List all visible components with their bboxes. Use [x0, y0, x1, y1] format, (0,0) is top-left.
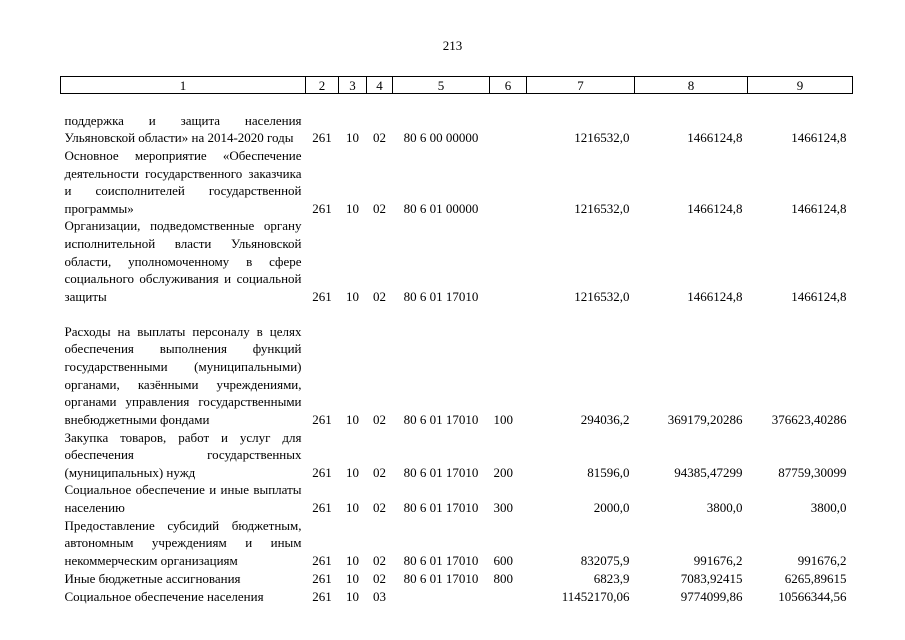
row-amount-col8: 1466124,8 — [687, 288, 743, 304]
row-amount-col7: 6823,9 — [593, 570, 630, 586]
row-name: Основное мероприятие «Обеспечение деятельности государственного заказчика и соисполнителей государственной программы» — [64, 148, 302, 216]
row-code-target: 80 6 01 17010 — [403, 552, 479, 568]
row-name: поддержка и защита населения Ульяновской области» на 2014-2020 годы — [64, 112, 302, 146]
row-code-subsection: 02 — [373, 200, 386, 216]
row-amount-col7: 832075,9 — [580, 552, 630, 568]
row-amount-col8: 369179,20286 — [667, 411, 743, 427]
row-amount-col7: 1216532,0 — [574, 130, 630, 146]
row-code-subsection: 03 — [373, 588, 386, 604]
row-code-expense-type: 200 — [493, 464, 513, 480]
row-code-section: 10 — [346, 130, 359, 146]
row-code-section: 10 — [346, 552, 359, 568]
row-code-target: 80 6 00 00000 — [403, 130, 479, 146]
table-row — [61, 517, 853, 570]
row-code-section: 10 — [346, 464, 359, 480]
header-col-4: 4 — [367, 77, 393, 94]
row-code-section: 10 — [346, 288, 359, 304]
row-code-expense-type: 800 — [493, 570, 513, 586]
table-row — [61, 428, 853, 481]
row-code-expense-type: 300 — [493, 499, 513, 515]
row-code-subsection: 02 — [373, 464, 386, 480]
row-amount-col9: 376623,40286 — [771, 411, 847, 427]
row-name: Расходы на выплаты персоналу в целях обеспечения выполнения функций государственными (муниципальными) органами, казёнными учреждениями, органами управления государственными внебюджетными фондами — [64, 323, 302, 427]
row-amount-col7: 81596,0 — [587, 464, 630, 480]
row-code-ministry: 261 — [312, 288, 332, 304]
row-amount-col7: 1216532,0 — [574, 200, 630, 216]
row-code-expense-type — [490, 94, 527, 148]
row-amount-col9: 1466124,8 — [791, 200, 847, 216]
row-amount-col9: 1466124,8 — [791, 288, 847, 304]
row-code-target: 80 6 01 17010 — [403, 411, 479, 427]
budget-table — [60, 76, 853, 606]
row-code-expense-type — [490, 147, 527, 217]
row-code-expense-type: 600 — [493, 552, 513, 568]
row-code-expense-type — [490, 588, 527, 606]
table-row — [61, 217, 853, 305]
header-col-6: 6 — [490, 77, 527, 94]
row-amount-col8: 9774099,86 — [680, 588, 743, 604]
row-code-ministry: 261 — [312, 570, 332, 586]
row-amount-col8: 7083,92415 — [680, 570, 743, 586]
row-code-target: 80 6 01 17010 — [403, 464, 479, 480]
table-body — [61, 94, 853, 606]
row-amount-col9: 10566344,56 — [778, 588, 847, 604]
page-number: 213 — [442, 38, 463, 53]
row-amount-col7: 11452170,06 — [561, 588, 630, 604]
row-code-ministry: 261 — [312, 464, 332, 480]
row-amount-col8: 94385,47299 — [674, 464, 743, 480]
row-code-subsection: 02 — [373, 552, 386, 568]
header-col-8: 8 — [635, 77, 748, 94]
row-code-expense-type — [490, 217, 527, 305]
row-amount-col9: 991676,2 — [797, 552, 847, 568]
table-header — [61, 77, 853, 94]
row-amount-col7: 1216532,0 — [574, 288, 630, 304]
header-col-5: 5 — [393, 77, 490, 94]
row-code-section: 10 — [346, 588, 359, 604]
row-code-ministry: 261 — [312, 552, 332, 568]
row-amount-col9: 3800,0 — [810, 499, 847, 515]
row-amount-col9: 1466124,8 — [791, 130, 847, 146]
row-code-subsection: 02 — [373, 499, 386, 515]
row-name: Предоставление субсидий бюджетным, автономным учреждениям и иным некоммерческим организациям — [64, 517, 302, 568]
row-code-ministry: 261 — [312, 130, 332, 146]
table-row — [61, 94, 853, 148]
row-amount-col7: 294036,2 — [580, 411, 630, 427]
row-amount-col9: 6265,89615 — [784, 570, 847, 586]
row-code-ministry: 261 — [312, 200, 332, 216]
table-row — [61, 570, 853, 588]
row-name: Социальное обеспечение населения — [64, 588, 264, 604]
row-name: Иные бюджетные ассигнования — [64, 570, 241, 586]
row-code-target — [393, 588, 490, 606]
row-amount-col9: 87759,30099 — [778, 464, 847, 480]
row-amount-col8: 1466124,8 — [687, 130, 743, 146]
row-code-subsection: 02 — [373, 411, 386, 427]
row-amount-col8: 1466124,8 — [687, 200, 743, 216]
row-code-section: 10 — [346, 499, 359, 515]
row-code-target: 80 6 01 00000 — [403, 200, 479, 216]
header-col-2: 2 — [306, 77, 339, 94]
header-col-9: 9 — [748, 77, 853, 94]
row-name: Социальное обеспечение и иные выплаты населению — [64, 482, 302, 515]
table-row — [61, 481, 853, 516]
row-name: Организации, подведомственные органу исполнительной власти Ульяновской области, уполномоченному в сфере социального обслуживания и социальной защиты — [64, 218, 302, 304]
row-code-section: 10 — [346, 411, 359, 427]
row-amount-col8: 991676,2 — [693, 552, 743, 568]
table-row — [61, 305, 853, 428]
row-code-target: 80 6 01 17010 — [403, 570, 479, 586]
row-code-ministry: 261 — [312, 588, 332, 604]
table-row — [61, 588, 853, 606]
row-code-subsection: 02 — [373, 570, 386, 586]
header-col-7: 7 — [527, 77, 635, 94]
row-code-section: 10 — [346, 570, 359, 586]
row-code-ministry: 261 — [312, 499, 332, 515]
table-row — [61, 147, 853, 217]
row-code-expense-type: 100 — [493, 411, 513, 427]
row-code-target: 80 6 01 17010 — [403, 499, 479, 515]
row-code-section: 10 — [346, 200, 359, 216]
row-code-subsection: 02 — [373, 130, 386, 146]
row-code-ministry: 261 — [312, 411, 332, 427]
row-name: Закупка товаров, работ и услуг для обеспечения государственных (муниципальных) нужд — [64, 429, 302, 480]
header-col-3: 3 — [339, 77, 367, 94]
row-code-subsection: 02 — [373, 288, 386, 304]
row-amount-col7: 2000,0 — [593, 499, 630, 515]
row-code-target: 80 6 01 17010 — [403, 288, 479, 304]
header-row — [61, 77, 853, 94]
header-col-1: 1 — [61, 77, 306, 94]
row-amount-col8: 3800,0 — [706, 499, 743, 515]
